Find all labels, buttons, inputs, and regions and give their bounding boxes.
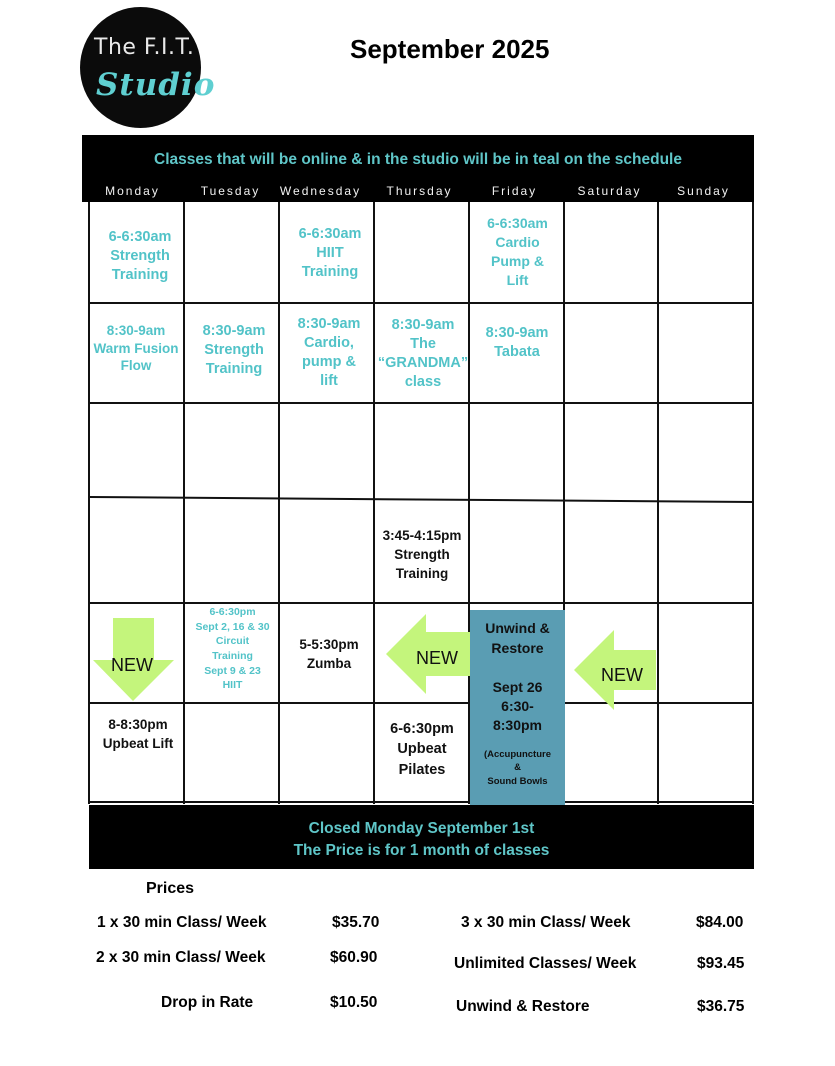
class-wed-zumba: 5-5:30pm Zumba	[299, 637, 359, 671]
day-monday: Monday	[105, 184, 160, 198]
unwind-title: Unwind & Restore	[485, 620, 550, 656]
schedule-footer	[89, 805, 754, 869]
day-thursday: Thursday	[386, 184, 453, 198]
grid-line	[183, 202, 185, 804]
grid-line	[89, 602, 754, 604]
unwind-when: Sept 26 6:30- 8:30pm	[492, 679, 543, 733]
class-fri-cardio-pump: 6-6:30am Cardio Pump & Lift	[487, 215, 548, 288]
grid-line	[373, 202, 375, 804]
logo-studio-text: Studio	[96, 67, 216, 103]
price-value-2x: $60.90	[330, 949, 378, 966]
class-mon-upbeat-lift: 8-8:30pm Upbeat Lift	[102, 717, 174, 751]
price-label-3x: 3 x 30 min Class/ Week	[461, 914, 631, 931]
schedule-header	[82, 135, 754, 202]
new-label-saturday: NEW	[601, 665, 643, 685]
class-mon-warm-fusion: 8:30-9am Warm Fusion Flow	[93, 323, 179, 374]
grid-line	[89, 302, 754, 304]
online-note: Classes that will be online & in the studio will be in teal on the schedule	[154, 151, 682, 168]
class-thu-grandma: 8:30-9am The “GRANDMA” class	[377, 317, 469, 390]
price-value-drop-in: $10.50	[330, 994, 378, 1011]
grid-line	[657, 202, 659, 804]
price-value-1x: $35.70	[332, 914, 380, 931]
prices-title: Prices	[146, 880, 195, 897]
price-value-3x: $84.00	[696, 914, 744, 931]
class-wed-hiit: 6-6:30am HIIT Training	[298, 226, 362, 280]
day-saturday: Saturday	[577, 184, 642, 198]
price-label-1x: 1 x 30 min Class/ Week	[97, 914, 267, 931]
class-thu-strength-pm: 3:45-4:15pm Strength Training	[382, 528, 462, 581]
price-label-2x: 2 x 30 min Class/ Week	[96, 949, 266, 966]
grid-line	[752, 202, 754, 804]
page-title: September 2025	[350, 34, 550, 64]
price-note: The Price is for 1 month of classes	[293, 842, 550, 859]
grid-line	[278, 202, 280, 804]
closed-note: Closed Monday September 1st	[308, 820, 535, 837]
day-friday: Friday	[491, 184, 538, 198]
day-sunday: Sunday	[677, 184, 730, 198]
grid-line	[88, 202, 90, 804]
unwind-detail: (Accupuncture & Sound Bowls	[483, 749, 552, 787]
new-label-thursday: NEW	[416, 648, 458, 668]
price-value-unwind: $36.75	[697, 998, 745, 1015]
class-thu-upbeat-pilates: 6-6:30pm Upbeat Pilates	[390, 721, 454, 778]
grid-line	[89, 496, 754, 503]
logo-the-text: The F.I.T.	[94, 35, 195, 60]
grid-line	[89, 801, 754, 803]
grid-line	[89, 402, 754, 404]
day-wednesday: Wednesday	[279, 184, 362, 198]
class-mon-strength: 6-6:30am Strength Training	[108, 229, 172, 283]
price-label-unlimited: Unlimited Classes/ Week	[454, 955, 637, 972]
studio-logo	[80, 7, 216, 128]
price-value-unlimited: $93.45	[697, 955, 745, 972]
new-label-monday: NEW	[111, 655, 153, 675]
class-tue-circuit-hiit: 6-6:30pm Sept 2, 16 & 30 Circuit Training Sept 9 & 23 HIIT	[195, 606, 270, 692]
price-label-unwind: Unwind & Restore	[456, 998, 590, 1015]
unwind-restore-block	[470, 610, 565, 805]
price-label-drop-in: Drop in Rate	[161, 994, 254, 1011]
class-fri-tabata: 8:30-9am Tabata	[485, 325, 549, 360]
class-tue-strength: 8:30-9am Strength Training	[202, 323, 266, 377]
class-wed-cardio-pump: 8:30-9am Cardio, pump & lift	[297, 316, 361, 389]
day-tuesday: Tuesday	[200, 184, 261, 198]
